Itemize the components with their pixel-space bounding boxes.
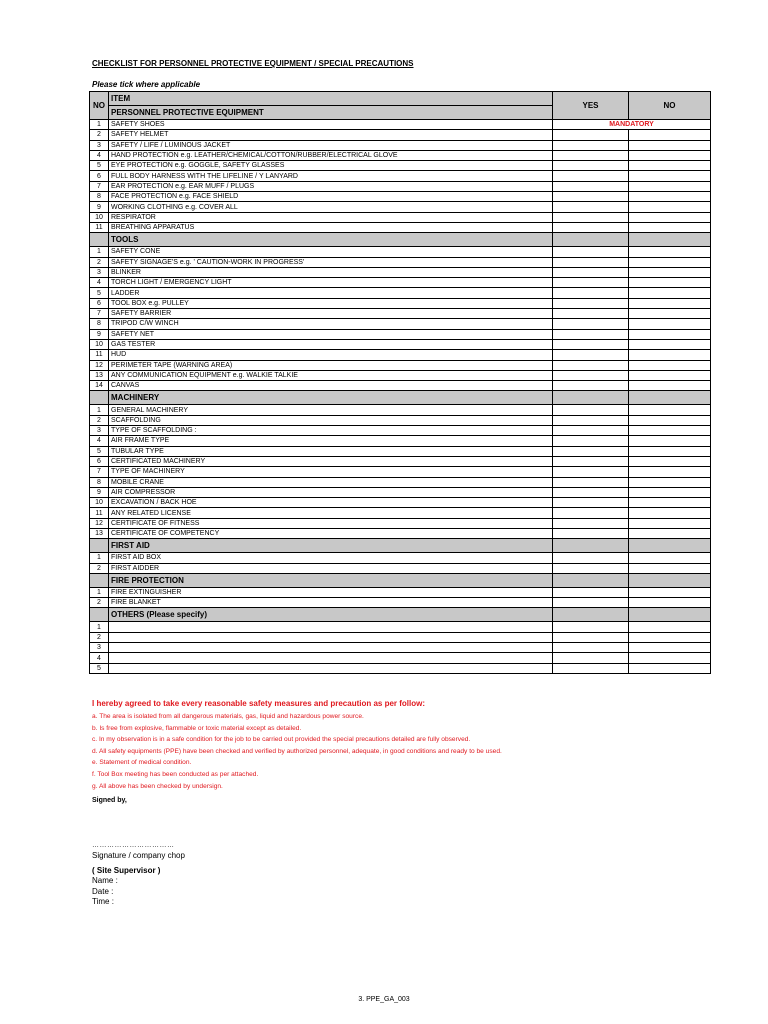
section-no-answer-cell	[629, 233, 711, 247]
declaration-list	[92, 711, 502, 792]
yes-checkbox-cell[interactable]	[553, 653, 629, 663]
section-title: OTHERS (Please specify)	[109, 608, 553, 622]
yes-checkbox-cell[interactable]	[553, 171, 629, 181]
row-item: CANVAS	[109, 381, 553, 391]
row-item: AIR COMPRESSOR	[109, 487, 553, 497]
declaration-item: g. All above has been checked by undersign.	[92, 782, 223, 790]
no-checkbox-cell[interactable]	[629, 181, 711, 191]
yes-column-header: YES	[553, 92, 629, 120]
row-item: FACE PROTECTION e.g. FACE SHIELD	[109, 192, 553, 202]
table-row	[90, 181, 711, 191]
table-row	[90, 140, 711, 150]
no-checkbox-cell[interactable]	[629, 278, 711, 288]
row-item: PERIMETER TAPE (WARNING AREA)	[109, 360, 553, 370]
row-item: CERTIFICATE OF FITNESS	[109, 518, 553, 528]
yes-checkbox-cell[interactable]	[553, 267, 629, 277]
no-checkbox-cell[interactable]	[629, 171, 711, 181]
row-number: 6	[90, 456, 109, 466]
row-number: 6	[90, 298, 109, 308]
yes-checkbox-cell[interactable]	[553, 319, 629, 329]
table-row	[90, 643, 711, 653]
row-number: 1	[90, 553, 109, 563]
row-number: 2	[90, 130, 109, 140]
row-number: 7	[90, 181, 109, 191]
yes-checkbox-cell[interactable]	[553, 202, 629, 212]
section-row-tools	[90, 233, 711, 247]
signature-line: ……………………………	[92, 842, 175, 849]
table-row	[90, 518, 711, 528]
row-number: 4	[90, 653, 109, 663]
no-checkbox-cell[interactable]	[629, 436, 711, 446]
table-row	[90, 192, 711, 202]
table-row	[90, 528, 711, 538]
declaration-heading: I hereby agreed to take every reasonable safety measures and precaution as per follow:	[92, 699, 426, 708]
table-row	[90, 487, 711, 497]
table-row	[90, 222, 711, 232]
section-title: FIRST AID	[109, 539, 553, 553]
yes-checkbox-cell[interactable]	[553, 563, 629, 573]
yes-checkbox-cell[interactable]	[553, 598, 629, 608]
yes-checkbox-cell[interactable]	[553, 222, 629, 232]
yes-checkbox-cell[interactable]	[553, 192, 629, 202]
site-supervisor-label: ( Site Supervisor )	[92, 866, 161, 875]
table-row	[90, 350, 711, 360]
checklist-table	[89, 91, 711, 674]
yes-checkbox-cell[interactable]	[553, 130, 629, 140]
row-item: EXCAVATION / BACK HOE	[109, 498, 553, 508]
row-item: TYPE OF MACHINERY	[109, 467, 553, 477]
no-checkbox-cell[interactable]	[629, 622, 711, 632]
yes-checkbox-cell[interactable]	[553, 508, 629, 518]
section-yes-cell	[553, 391, 629, 405]
no-checkbox-cell[interactable]	[629, 130, 711, 140]
no-checkbox-cell[interactable]	[629, 339, 711, 349]
section-title: PERSONNEL PROTECTIVE EQUIPMENT	[109, 106, 553, 120]
yes-checkbox-cell[interactable]	[553, 339, 629, 349]
table-row	[90, 288, 711, 298]
row-number: 10	[90, 212, 109, 222]
table-row	[90, 663, 711, 673]
yes-checkbox-cell[interactable]	[553, 257, 629, 267]
yes-checkbox-cell[interactable]	[553, 181, 629, 191]
time-field-label: Time :	[92, 897, 114, 906]
section-no-cell	[90, 391, 109, 405]
row-item: BREATHING APPARATUS	[109, 222, 553, 232]
yes-checkbox-cell[interactable]	[553, 663, 629, 673]
no-checkbox-cell[interactable]	[629, 653, 711, 663]
no-checkbox-cell[interactable]	[629, 319, 711, 329]
row-item: FIRST AIDDER	[109, 563, 553, 573]
row-number: 7	[90, 309, 109, 319]
row-number: 4	[90, 150, 109, 160]
table-header-row	[90, 92, 711, 106]
name-field-label: Name :	[92, 876, 118, 885]
row-number: 2	[90, 257, 109, 267]
table-row	[90, 212, 711, 222]
no-checkbox-cell[interactable]	[629, 508, 711, 518]
table-row	[90, 278, 711, 288]
yes-checkbox-cell[interactable]	[553, 150, 629, 160]
row-number: 12	[90, 518, 109, 528]
no-checkbox-cell[interactable]	[629, 202, 711, 212]
no-checkbox-cell[interactable]	[629, 518, 711, 528]
row-number: 7	[90, 467, 109, 477]
row-item: TOOL BOX e.g. PULLEY	[109, 298, 553, 308]
row-number: 2	[90, 563, 109, 573]
row-number: 11	[90, 350, 109, 360]
instruction-text: Please tick where applicable	[92, 80, 201, 89]
table-row	[90, 405, 711, 415]
section-no-cell	[90, 233, 109, 247]
no-checkbox-cell[interactable]	[629, 247, 711, 257]
declaration-item: e. Statement of medical condition.	[92, 759, 192, 767]
yes-checkbox-cell[interactable]	[553, 622, 629, 632]
yes-checkbox-cell[interactable]	[553, 553, 629, 563]
no-checkbox-cell[interactable]	[629, 426, 711, 436]
row-number: 2	[90, 598, 109, 608]
row-item: SAFETY CONE	[109, 247, 553, 257]
date-field-label: Date :	[92, 886, 114, 896]
row-number: 5	[90, 288, 109, 298]
row-item	[109, 643, 553, 653]
row-number: 12	[90, 360, 109, 370]
row-number: 1	[90, 405, 109, 415]
row-number: 9	[90, 329, 109, 339]
yes-checkbox-cell[interactable]	[553, 518, 629, 528]
row-item: TRIPOD C/W WINCH	[109, 319, 553, 329]
yes-checkbox-cell[interactable]	[553, 298, 629, 308]
section-no-cell	[90, 573, 109, 587]
no-checkbox-cell[interactable]	[629, 553, 711, 563]
signature-label: Signature / company chop	[92, 851, 185, 860]
table-row	[90, 319, 711, 329]
yes-checkbox-cell[interactable]	[553, 436, 629, 446]
row-item: SAFETY SIGNAGE'S e.g. ' CAUTION-WORK IN PROGRESS'	[109, 257, 553, 267]
table-row	[90, 202, 711, 212]
row-number: 8	[90, 319, 109, 329]
yes-checkbox-cell[interactable]	[553, 643, 629, 653]
table-row	[90, 467, 711, 477]
section-yes-cell	[553, 233, 629, 247]
table-row	[90, 436, 711, 446]
section-row-fire-protection	[90, 573, 711, 587]
row-item: HAND PROTECTION e.g. LEATHER/CHEMICAL/COTTON/RUBBER/ELECTRICAL GLOVE	[109, 150, 553, 160]
row-number: 9	[90, 202, 109, 212]
no-checkbox-cell[interactable]	[629, 370, 711, 380]
yes-checkbox-cell[interactable]	[553, 278, 629, 288]
section-title: FIRE PROTECTION	[109, 573, 553, 587]
table-row	[90, 446, 711, 456]
no-checkbox-cell[interactable]	[629, 350, 711, 360]
row-number: 8	[90, 192, 109, 202]
row-number: 8	[90, 477, 109, 487]
no-checkbox-cell[interactable]	[629, 477, 711, 487]
declaration-item: b. Is free from explosive, flammable or toxic material except as detailed.	[92, 724, 302, 732]
row-item: FIRE BLANKET	[109, 598, 553, 608]
no-checkbox-cell[interactable]	[629, 415, 711, 425]
row-item: FIRE EXTINGUISHER	[109, 587, 553, 597]
yes-checkbox-cell[interactable]	[553, 140, 629, 150]
declaration-item: f. Tool Box meeting has been conducted as per attached.	[92, 770, 259, 778]
yes-checkbox-cell[interactable]	[553, 247, 629, 257]
yes-checkbox-cell[interactable]	[553, 477, 629, 487]
row-number: 13	[90, 370, 109, 380]
table-row	[90, 130, 711, 140]
table-row	[90, 298, 711, 308]
no-checkbox-cell[interactable]	[629, 563, 711, 573]
yes-checkbox-cell[interactable]	[553, 309, 629, 319]
row-item	[109, 663, 553, 673]
row-item: SCAFFOLDING	[109, 415, 553, 425]
table-row	[90, 587, 711, 597]
section-no-answer-cell	[629, 539, 711, 553]
table-row	[90, 498, 711, 508]
table-row	[90, 381, 711, 391]
table-row	[90, 339, 711, 349]
yes-checkbox-cell[interactable]	[553, 288, 629, 298]
row-item: WORKING CLOTHING e.g. COVER ALL	[109, 202, 553, 212]
row-number: 1	[90, 622, 109, 632]
no-checkbox-cell[interactable]	[629, 150, 711, 160]
signed-by-label: Signed by,	[92, 797, 127, 804]
yes-checkbox-cell[interactable]	[553, 360, 629, 370]
yes-checkbox-cell[interactable]	[553, 528, 629, 538]
row-number: 3	[90, 140, 109, 150]
section-row-others-please-specify	[90, 608, 711, 622]
table-row	[90, 415, 711, 425]
section-no-cell	[90, 539, 109, 553]
row-item: AIR FRAME TYPE	[109, 436, 553, 446]
table-row	[90, 508, 711, 518]
row-item: SAFETY SHOES	[109, 120, 553, 130]
table-row	[90, 120, 711, 130]
no-checkbox-cell[interactable]	[629, 267, 711, 277]
yes-checkbox-cell[interactable]	[553, 329, 629, 339]
no-checkbox-cell[interactable]	[629, 309, 711, 319]
row-number: 4	[90, 278, 109, 288]
no-checkbox-cell[interactable]	[629, 405, 711, 415]
table-row	[90, 456, 711, 466]
row-number: 14	[90, 381, 109, 391]
yes-checkbox-cell[interactable]	[553, 350, 629, 360]
yes-checkbox-cell[interactable]	[553, 426, 629, 436]
row-number: 10	[90, 339, 109, 349]
table-row	[90, 267, 711, 277]
row-item: EYE PROTECTION e.g. GOGGLE, SAFETY GLASSES	[109, 161, 553, 171]
row-item: SAFETY HELMET	[109, 130, 553, 140]
table-row	[90, 598, 711, 608]
row-number: 10	[90, 498, 109, 508]
no-checkbox-cell[interactable]	[629, 632, 711, 642]
section-no-cell	[90, 608, 109, 622]
no-checkbox-cell[interactable]	[629, 487, 711, 497]
section-yes-cell	[553, 608, 629, 622]
row-item: TYPE OF SCAFFOLDING :	[109, 426, 553, 436]
no-checkbox-cell[interactable]	[629, 140, 711, 150]
row-item: SAFETY / LIFE / LUMINOUS JACKET	[109, 140, 553, 150]
row-item: GENERAL MACHINERY	[109, 405, 553, 415]
row-item	[109, 653, 553, 663]
yes-checkbox-cell[interactable]	[553, 632, 629, 642]
table-row	[90, 247, 711, 257]
declaration-item: c. In my observation is in a safe condition for the job to be carried out provided the special precautions detailed are fully observed.	[92, 736, 471, 744]
table-row	[90, 329, 711, 339]
section-title: MACHINERY	[109, 391, 553, 405]
row-number: 3	[90, 426, 109, 436]
table-row	[90, 257, 711, 267]
no-checkbox-cell[interactable]	[629, 288, 711, 298]
row-number: 1	[90, 587, 109, 597]
row-item: FULL BODY HARNESS WITH THE LIFELINE / Y LANYARD	[109, 171, 553, 181]
yes-checkbox-cell[interactable]	[553, 212, 629, 222]
section-row-machinery	[90, 391, 711, 405]
no-checkbox-cell[interactable]	[629, 587, 711, 597]
yes-checkbox-cell[interactable]	[553, 456, 629, 466]
section-no-answer-cell	[629, 573, 711, 587]
yes-checkbox-cell[interactable]	[553, 446, 629, 456]
table-row	[90, 309, 711, 319]
table-row	[90, 171, 711, 181]
row-item	[109, 622, 553, 632]
row-number: 1	[90, 120, 109, 130]
row-item: BLINKER	[109, 267, 553, 277]
yes-checkbox-cell[interactable]	[553, 498, 629, 508]
yes-checkbox-cell[interactable]	[553, 161, 629, 171]
checklist-body	[90, 92, 711, 674]
row-item: HUD	[109, 350, 553, 360]
row-item	[109, 632, 553, 642]
row-number: 5	[90, 446, 109, 456]
row-item: RESPIRATOR	[109, 212, 553, 222]
table-row	[90, 563, 711, 573]
row-number: 3	[90, 267, 109, 277]
table-row	[90, 632, 711, 642]
row-item: FIRST AID BOX	[109, 553, 553, 563]
no-checkbox-cell[interactable]	[629, 161, 711, 171]
yes-checkbox-cell[interactable]	[553, 381, 629, 391]
table-row	[90, 360, 711, 370]
yes-checkbox-cell[interactable]	[553, 487, 629, 497]
no-checkbox-cell[interactable]	[629, 298, 711, 308]
no-checkbox-cell[interactable]	[629, 446, 711, 456]
row-number: 2	[90, 415, 109, 425]
no-checkbox-cell[interactable]	[629, 498, 711, 508]
no-checkbox-cell[interactable]	[629, 598, 711, 608]
no-checkbox-cell[interactable]	[629, 329, 711, 339]
row-number: 3	[90, 643, 109, 653]
table-row	[90, 426, 711, 436]
no-checkbox-cell[interactable]	[629, 528, 711, 538]
row-item: ANY RELATED LICENSE	[109, 508, 553, 518]
table-row	[90, 653, 711, 663]
row-item: SAFETY NET	[109, 329, 553, 339]
row-item: ANY COMMUNICATION EQUIPMENT e.g. WALKIE TALKIE	[109, 370, 553, 380]
section-title: TOOLS	[109, 233, 553, 247]
row-number: 9	[90, 487, 109, 497]
row-item: CERTIFICATED MACHINERY	[109, 456, 553, 466]
section-no-answer-cell	[629, 391, 711, 405]
row-item: EAR PROTECTION e.g. EAR MUFF / PLUGS	[109, 181, 553, 191]
row-number: 5	[90, 161, 109, 171]
row-number: 4	[90, 436, 109, 446]
row-number: 6	[90, 171, 109, 181]
no-checkbox-cell[interactable]	[629, 360, 711, 370]
no-checkbox-cell[interactable]	[629, 257, 711, 267]
document-title: CHECKLIST FOR PERSONNEL PROTECTIVE EQUIPMENT / SPECIAL PRECAUTIONS	[92, 59, 414, 68]
declaration-item: d. All safety equipments (PPE) have been checked and verified by authorized personnel, adequate, in good conditions and ready to be used.	[92, 747, 502, 755]
yes-checkbox-cell[interactable]	[553, 370, 629, 380]
row-item: GAS TESTER	[109, 339, 553, 349]
no-checkbox-cell[interactable]	[629, 456, 711, 466]
table-row	[90, 553, 711, 563]
row-item: TUBULAR TYPE	[109, 446, 553, 456]
no-column-header: NO	[90, 92, 109, 120]
row-number: 1	[90, 247, 109, 257]
row-item: CERTIFICATE OF COMPETENCY	[109, 528, 553, 538]
yes-checkbox-cell[interactable]	[553, 587, 629, 597]
table-row	[90, 161, 711, 171]
mandatory-label: MANDATORY	[553, 120, 711, 130]
row-number: 2	[90, 632, 109, 642]
section-yes-cell	[553, 539, 629, 553]
row-number: 5	[90, 663, 109, 673]
row-number: 11	[90, 508, 109, 518]
declaration-item: a. The area is isolated from all dangerous materials, gas, liquid and hazardous power source.	[92, 713, 364, 720]
document-code: 3. PPE_GA_003	[358, 996, 410, 1003]
section-no-answer-cell	[629, 608, 711, 622]
yes-checkbox-cell[interactable]	[553, 415, 629, 425]
table-row	[90, 477, 711, 487]
table-row	[90, 622, 711, 632]
row-number: 11	[90, 222, 109, 232]
row-item: MOBILE CRANE	[109, 477, 553, 487]
yes-checkbox-cell[interactable]	[553, 405, 629, 415]
no-checkbox-cell[interactable]	[629, 663, 711, 673]
yes-checkbox-cell[interactable]	[553, 467, 629, 477]
supervisor-fields	[92, 876, 118, 908]
no-checkbox-cell[interactable]	[629, 467, 711, 477]
item-column-header: ITEM	[109, 92, 553, 106]
no-checkbox-cell[interactable]	[629, 643, 711, 653]
table-row	[90, 150, 711, 160]
table-row	[90, 370, 711, 380]
row-number: 13	[90, 528, 109, 538]
section-yes-cell	[553, 573, 629, 587]
no-checkbox-cell[interactable]	[629, 381, 711, 391]
row-item: SAFETY BARRIER	[109, 309, 553, 319]
no-checkbox-cell[interactable]	[629, 192, 711, 202]
row-item: TORCH LIGHT / EMERGENCY LIGHT	[109, 278, 553, 288]
no-checkbox-cell[interactable]	[629, 212, 711, 222]
no-checkbox-cell[interactable]	[629, 222, 711, 232]
section-row-first-aid	[90, 539, 711, 553]
no-answer-column-header: NO	[629, 92, 711, 120]
row-item: LADDER	[109, 288, 553, 298]
